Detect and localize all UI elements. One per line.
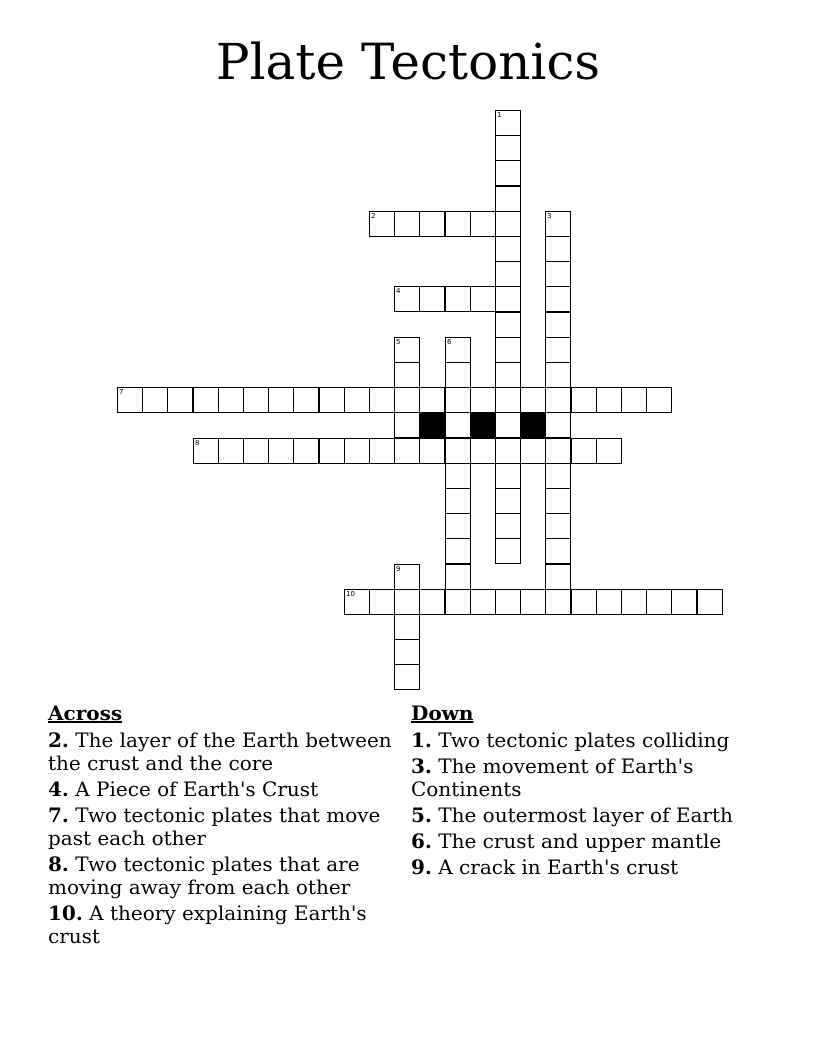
grid-cell[interactable] <box>319 438 345 464</box>
grid-cell[interactable] <box>394 337 420 363</box>
grid-cell[interactable] <box>445 412 471 438</box>
grid-cell[interactable] <box>520 387 546 413</box>
grid-cell[interactable] <box>495 236 521 262</box>
grid-cell[interactable] <box>445 513 471 539</box>
grid-cell[interactable] <box>495 589 521 615</box>
clue-number: 9. <box>411 855 432 879</box>
grid-cell[interactable] <box>545 362 571 388</box>
grid-cell[interactable] <box>319 387 345 413</box>
clue-number: 4. <box>48 777 69 801</box>
grid-cell[interactable] <box>495 135 521 161</box>
grid-cell[interactable] <box>571 589 597 615</box>
grid-cell[interactable] <box>596 438 622 464</box>
clue-number: 6. <box>411 829 432 853</box>
cell-number: 1 <box>497 111 502 119</box>
grid-cell[interactable] <box>495 211 521 237</box>
grid-cell[interactable] <box>394 664 420 690</box>
grid-cell[interactable] <box>545 589 571 615</box>
grid-cell[interactable] <box>495 186 521 212</box>
grid-cell[interactable] <box>545 387 571 413</box>
clue-across-10 <box>48 902 393 948</box>
grid-cell[interactable] <box>445 337 471 363</box>
grid-cell[interactable] <box>394 412 420 438</box>
grid-cell[interactable] <box>394 286 420 312</box>
clue-down-5 <box>411 804 756 827</box>
grid-cell[interactable] <box>495 387 521 413</box>
clue-number: 2. <box>48 728 69 752</box>
grid-cell[interactable] <box>470 211 496 237</box>
grid-cell[interactable] <box>369 211 395 237</box>
grid-cell[interactable] <box>193 387 219 413</box>
grid-cell[interactable] <box>369 387 395 413</box>
grid-cell[interactable] <box>394 211 420 237</box>
grid-cell[interactable] <box>571 438 597 464</box>
grid-cell[interactable] <box>495 438 521 464</box>
grid-cell[interactable] <box>419 211 445 237</box>
cell-number: 10 <box>346 590 355 598</box>
grid-cell[interactable] <box>394 614 420 640</box>
clue-across-8 <box>48 853 393 899</box>
black-cell <box>419 412 445 438</box>
grid-cell[interactable] <box>369 438 395 464</box>
clue-across-7 <box>48 804 393 850</box>
grid-cell[interactable] <box>545 211 571 237</box>
clue-across-4 <box>48 778 393 801</box>
cell-number: 9 <box>396 565 401 573</box>
grid-cell[interactable] <box>344 589 370 615</box>
grid-cell[interactable] <box>394 438 420 464</box>
grid-cell[interactable] <box>445 589 471 615</box>
grid-cell[interactable] <box>445 538 471 564</box>
grid-cell[interactable] <box>445 564 471 590</box>
clue-text: The movement of Earth's Continents <box>411 754 694 801</box>
clue-number: 8. <box>48 852 69 876</box>
grid-cell[interactable] <box>167 387 193 413</box>
clue-text: The crust and upper mantle <box>438 829 722 853</box>
grid-cell[interactable] <box>495 312 521 338</box>
grid-cell[interactable] <box>495 513 521 539</box>
black-cell <box>520 412 546 438</box>
grid-cell[interactable] <box>495 261 521 287</box>
grid-cell[interactable] <box>495 412 521 438</box>
cell-number: 4 <box>396 287 401 295</box>
grid-cell[interactable] <box>445 387 471 413</box>
grid-cell[interactable] <box>495 538 521 564</box>
grid-cell[interactable] <box>268 438 294 464</box>
clue-text: Two tectonic plates that move past each other <box>48 803 381 850</box>
grid-cell[interactable] <box>419 286 445 312</box>
grid-cell[interactable] <box>419 589 445 615</box>
grid-cell[interactable] <box>117 387 143 413</box>
grid-cell[interactable] <box>394 362 420 388</box>
grid-cell[interactable] <box>142 387 168 413</box>
clue-text: A Piece of Earth's Crust <box>75 777 319 801</box>
clue-down-1 <box>411 729 756 752</box>
cell-number: 8 <box>195 439 200 447</box>
clue-number: 5. <box>411 803 432 827</box>
grid-cell[interactable] <box>545 538 571 564</box>
grid-cell[interactable] <box>545 261 571 287</box>
grid-cell[interactable] <box>621 387 647 413</box>
grid-cell[interactable] <box>470 438 496 464</box>
across-clues <box>48 702 393 951</box>
grid-cell[interactable] <box>697 589 723 615</box>
grid-cell[interactable] <box>495 337 521 363</box>
cell-number: 6 <box>447 338 452 346</box>
grid-cell[interactable] <box>520 589 546 615</box>
clue-text: A crack in Earth's crust <box>438 855 679 879</box>
grid-cell[interactable] <box>445 362 471 388</box>
clue-down-9 <box>411 856 756 879</box>
grid-cell[interactable] <box>394 564 420 590</box>
cell-number: 7 <box>119 388 124 396</box>
clue-text: Two tectonic plates that are moving away from each other <box>48 852 360 899</box>
grid-cell[interactable] <box>545 337 571 363</box>
grid-cell[interactable] <box>671 589 697 615</box>
grid-cell[interactable] <box>419 438 445 464</box>
grid-cell[interactable] <box>545 312 571 338</box>
across-heading: Across <box>48 701 123 725</box>
grid-cell[interactable] <box>495 362 521 388</box>
clue-number: 1. <box>411 728 432 752</box>
grid-cell[interactable] <box>545 412 571 438</box>
grid-cell[interactable] <box>445 286 471 312</box>
grid-cell[interactable] <box>596 589 622 615</box>
grid-cell[interactable] <box>495 110 521 136</box>
grid-cell[interactable] <box>268 387 294 413</box>
cell-number: 5 <box>396 338 401 346</box>
grid-cell[interactable] <box>369 589 395 615</box>
grid-cell[interactable] <box>520 438 546 464</box>
grid-cell[interactable] <box>646 589 672 615</box>
grid-cell[interactable] <box>545 286 571 312</box>
grid-cell[interactable] <box>545 564 571 590</box>
grid-cell[interactable] <box>545 513 571 539</box>
grid-cell[interactable] <box>419 387 445 413</box>
grid-cell[interactable] <box>445 211 471 237</box>
cell-number: 3 <box>547 212 552 220</box>
crossword-grid <box>117 110 699 692</box>
grid-cell[interactable] <box>646 387 672 413</box>
grid-cell[interactable] <box>621 589 647 615</box>
grid-cell[interactable] <box>293 438 319 464</box>
grid-cell[interactable] <box>394 639 420 665</box>
grid-cell[interactable] <box>344 387 370 413</box>
grid-cell[interactable] <box>394 387 420 413</box>
grid-cell[interactable] <box>445 463 471 489</box>
cell-number: 2 <box>371 212 376 220</box>
grid-cell[interactable] <box>243 438 269 464</box>
clue-down-3 <box>411 755 756 801</box>
grid-cell[interactable] <box>495 463 521 489</box>
black-cell <box>470 412 496 438</box>
grid-cell[interactable] <box>495 488 521 514</box>
grid-cell[interactable] <box>470 589 496 615</box>
grid-cell[interactable] <box>470 286 496 312</box>
grid-cell[interactable] <box>545 463 571 489</box>
grid-cell[interactable] <box>545 488 571 514</box>
grid-cell[interactable] <box>243 387 269 413</box>
clue-number: 10. <box>48 901 83 925</box>
clue-number: 3. <box>411 754 432 778</box>
grid-cell[interactable] <box>218 387 244 413</box>
clue-text: The layer of the Earth between the crust and the core <box>48 728 392 775</box>
grid-cell[interactable] <box>193 438 219 464</box>
clue-text: A theory explaining Earth's crust <box>48 901 367 948</box>
grid-cell[interactable] <box>344 438 370 464</box>
grid-cell[interactable] <box>545 438 571 464</box>
grid-cell[interactable] <box>495 286 521 312</box>
grid-cell[interactable] <box>445 438 471 464</box>
clue-down-6 <box>411 830 756 853</box>
grid-cell[interactable] <box>495 160 521 186</box>
grid-cell[interactable] <box>545 236 571 262</box>
clue-across-2 <box>48 729 393 775</box>
clue-number: 7. <box>48 803 69 827</box>
down-heading: Down <box>411 701 474 725</box>
page-title: Plate Tectonics <box>215 33 601 91</box>
grid-cell[interactable] <box>218 438 244 464</box>
grid-cell[interactable] <box>571 387 597 413</box>
grid-cell[interactable] <box>293 387 319 413</box>
grid-cell[interactable] <box>394 589 420 615</box>
clue-text: The outermost layer of Earth <box>438 803 733 827</box>
grid-cell[interactable] <box>445 488 471 514</box>
down-clues <box>411 702 756 882</box>
grid-cell[interactable] <box>470 387 496 413</box>
clue-text: Two tectonic plates colliding <box>438 728 730 752</box>
grid-cell[interactable] <box>596 387 622 413</box>
